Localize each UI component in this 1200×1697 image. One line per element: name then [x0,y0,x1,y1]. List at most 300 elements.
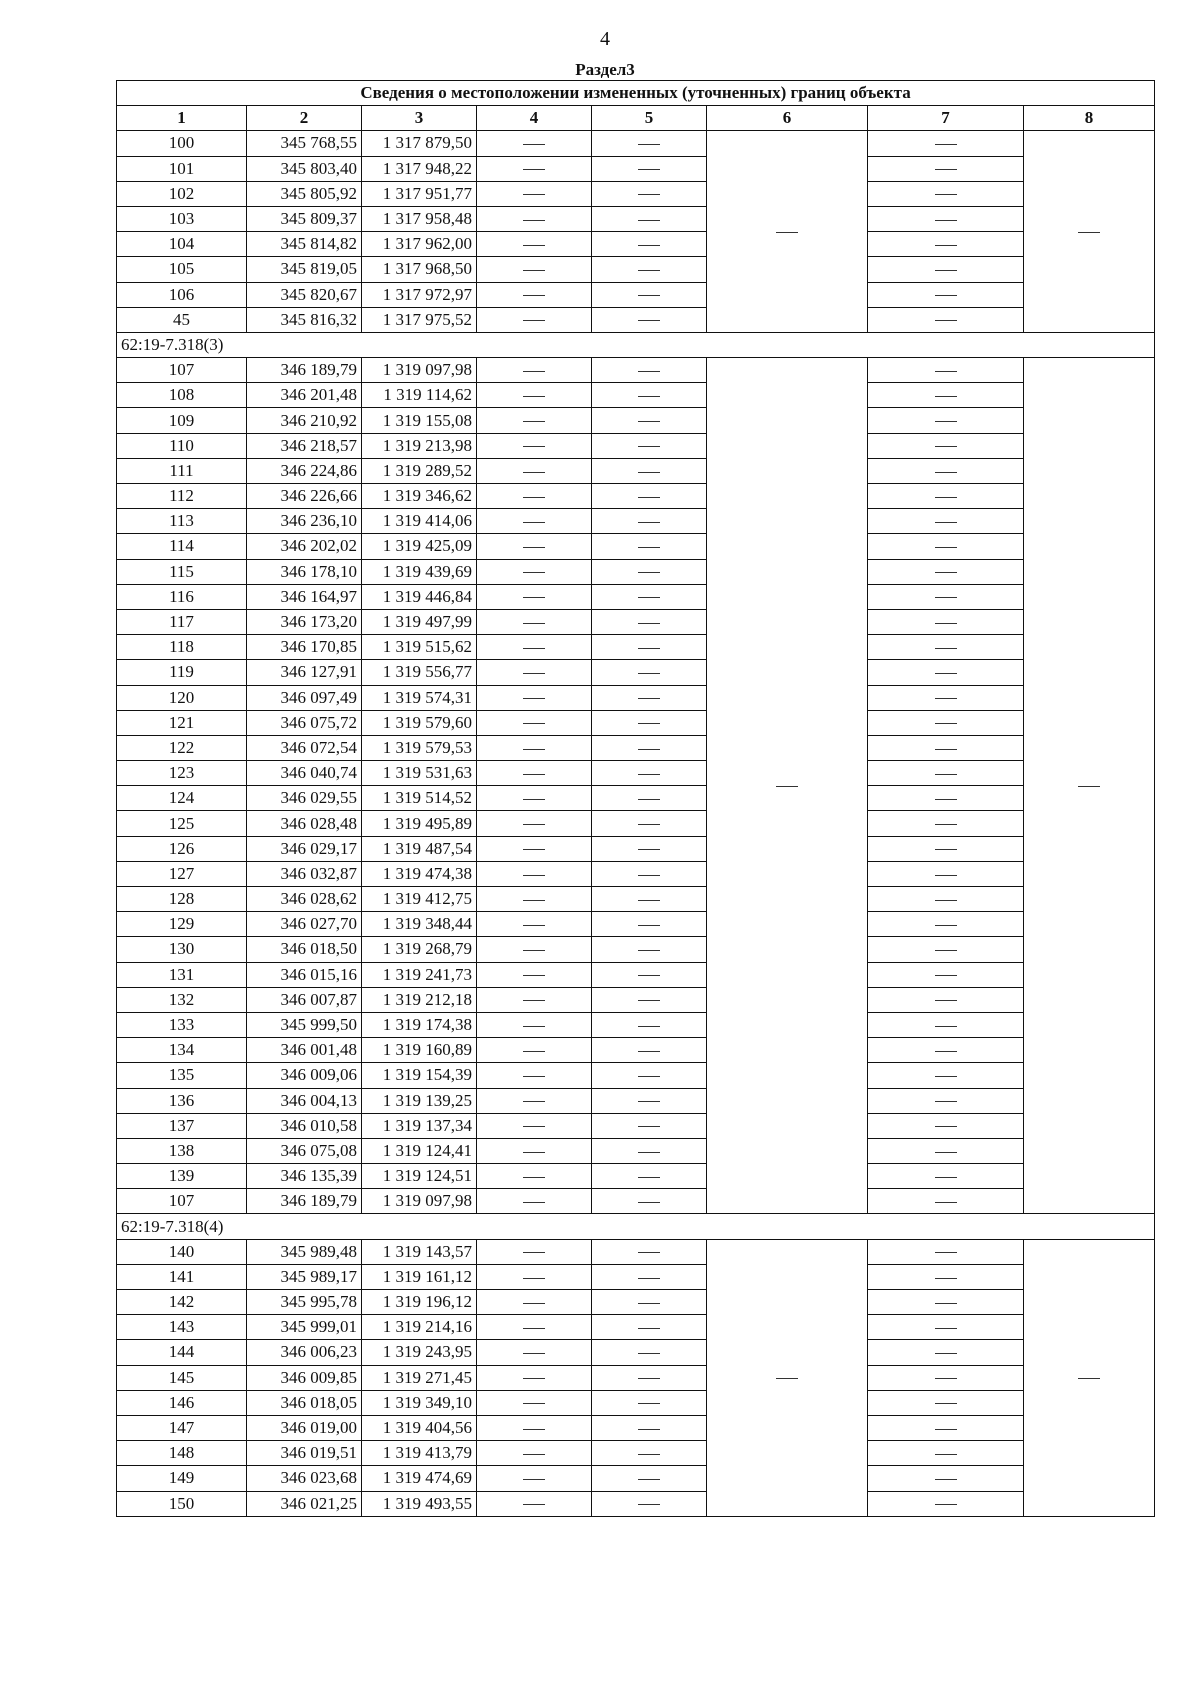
empty-value-dash [638,1076,660,1077]
empty-value-dash [638,1101,660,1102]
empty-value-dash [638,1454,660,1455]
empty-value-dash [935,1152,957,1153]
table-row [117,1415,1155,1440]
column-7-value [868,1390,1024,1415]
column-4-value [477,962,592,987]
table-row [117,458,1155,483]
column-5-value [592,1063,707,1088]
empty-value-dash [638,1126,660,1127]
empty-value-dash [935,1353,957,1354]
point-number: 148 [117,1441,247,1466]
group-label: 62:19-7.318(3) [117,332,1155,357]
table-row [117,1189,1155,1214]
empty-value-dash [523,1429,545,1430]
column-5-value [592,735,707,760]
table-row [117,912,1155,937]
empty-value-dash [935,900,957,901]
empty-value-dash [1078,232,1100,233]
coordinate-y: 1 319 174,38 [362,1012,477,1037]
coordinate-x: 346 201,48 [247,383,362,408]
point-number: 118 [117,635,247,660]
coordinate-x: 346 178,10 [247,559,362,584]
table-row [117,1012,1155,1037]
empty-value-dash [935,1252,957,1253]
point-number: 125 [117,811,247,836]
empty-value-dash [935,446,957,447]
empty-value-dash [523,799,545,800]
column-4-value [477,232,592,257]
point-number: 112 [117,484,247,509]
column-7-value [868,1189,1024,1214]
empty-value-dash [638,472,660,473]
empty-value-dash [523,472,545,473]
column-4-value [477,1038,592,1063]
table-row [117,1063,1155,1088]
empty-value-dash [935,547,957,548]
column-7-value [868,1315,1024,1340]
empty-value-dash [523,1177,545,1178]
column-4-value [477,811,592,836]
empty-value-dash [638,799,660,800]
empty-value-dash [638,497,660,498]
coordinate-x: 346 135,39 [247,1164,362,1189]
column-7-value [868,912,1024,937]
coordinate-x: 345 820,67 [247,282,362,307]
empty-value-dash [523,194,545,195]
column-4-value [477,1441,592,1466]
column-7-value [868,609,1024,634]
coordinate-y: 1 319 515,62 [362,635,477,660]
column-7-value [868,1164,1024,1189]
column-4-value [477,307,592,332]
point-number: 138 [117,1138,247,1163]
column-7-value [868,861,1024,886]
table-row [117,584,1155,609]
table-row [117,1491,1155,1516]
empty-value-dash [523,1303,545,1304]
table-row [117,836,1155,861]
column-5-value [592,861,707,886]
coordinate-x: 346 001,48 [247,1038,362,1063]
coordinate-x: 346 072,54 [247,735,362,760]
column-5-value [592,912,707,937]
coordinate-x: 346 019,00 [247,1415,362,1440]
column-4-value [477,484,592,509]
empty-value-dash [523,673,545,674]
coordinate-y: 1 319 154,39 [362,1063,477,1088]
table-row [117,962,1155,987]
point-number: 111 [117,458,247,483]
column-4-value [477,181,592,206]
empty-value-dash [638,245,660,246]
table-row [117,861,1155,886]
column-5-value [592,1315,707,1340]
column-5-value [592,257,707,282]
coordinate-x: 346 189,79 [247,1189,362,1214]
coordinate-x: 346 097,49 [247,685,362,710]
empty-value-dash [523,774,545,775]
column-5-value [592,1012,707,1037]
column-7-value [868,1466,1024,1491]
empty-value-dash [935,799,957,800]
coordinate-x: 346 202,02 [247,534,362,559]
coordinate-y: 1 319 446,84 [362,584,477,609]
empty-value-dash [638,975,660,976]
coordinate-x: 345 999,01 [247,1315,362,1340]
coordinate-x: 346 019,51 [247,1441,362,1466]
coordinate-x: 346 010,58 [247,1113,362,1138]
table-row [117,937,1155,962]
column-7-value [868,735,1024,760]
column-5-value [592,1164,707,1189]
empty-value-dash [523,1479,545,1480]
empty-value-dash [523,623,545,624]
coordinate-x: 346 015,16 [247,962,362,987]
coordinate-x: 346 040,74 [247,761,362,786]
empty-value-dash [523,597,545,598]
point-number: 129 [117,912,247,937]
table-row [117,1390,1155,1415]
coordinate-y: 1 319 241,73 [362,962,477,987]
column-7-value [868,1340,1024,1365]
column-7-value [868,1415,1024,1440]
column-4-value [477,761,592,786]
empty-value-dash [638,270,660,271]
empty-value-dash [935,144,957,145]
table-row [117,1088,1155,1113]
column-5-value [592,887,707,912]
point-number: 107 [117,358,247,383]
column-7-value [868,685,1024,710]
empty-value-dash [638,194,660,195]
coordinate-y: 1 319 114,62 [362,383,477,408]
point-number: 141 [117,1264,247,1289]
column-4-value [477,887,592,912]
column-4-value [477,735,592,760]
coordinate-y: 1 319 439,69 [362,559,477,584]
empty-value-dash [638,673,660,674]
empty-value-dash [935,572,957,573]
column-4-value [477,1340,592,1365]
table-row [117,761,1155,786]
empty-value-dash [935,1303,957,1304]
column-4-value [477,358,592,383]
point-number: 104 [117,232,247,257]
empty-value-dash [523,723,545,724]
table-row [117,735,1155,760]
empty-value-dash [523,950,545,951]
column-4-value [477,1491,592,1516]
empty-value-dash [523,1126,545,1127]
table-row [117,786,1155,811]
column-5-value [592,660,707,685]
coordinate-y: 1 319 271,45 [362,1365,477,1390]
coordinate-x: 345 803,40 [247,156,362,181]
coordinate-x: 346 009,06 [247,1063,362,1088]
coordinate-y: 1 317 972,97 [362,282,477,307]
column-4-value [477,1138,592,1163]
table-row [117,1466,1155,1491]
coordinate-y: 1 319 349,10 [362,1390,477,1415]
coordinate-y: 1 317 962,00 [362,232,477,257]
empty-value-dash [523,497,545,498]
column-7-value [868,1441,1024,1466]
empty-value-dash [638,900,660,901]
empty-value-dash [523,1101,545,1102]
empty-value-dash [638,723,660,724]
coordinate-x: 346 189,79 [247,358,362,383]
column-6-merged-value [707,1239,868,1516]
column-number: 6 [707,106,868,131]
empty-value-dash [523,1152,545,1153]
coordinate-y: 1 319 137,34 [362,1113,477,1138]
empty-value-dash [935,1076,957,1077]
coordinate-y: 1 319 289,52 [362,458,477,483]
table-row [117,534,1155,559]
coordinate-y: 1 319 196,12 [362,1290,477,1315]
column-7-value [868,710,1024,735]
empty-value-dash [935,1479,957,1480]
column-5-value [592,1365,707,1390]
column-4-value [477,1264,592,1289]
column-7-value [868,1063,1024,1088]
column-5-value [592,534,707,559]
column-7-value [868,987,1024,1012]
empty-value-dash [1078,1378,1100,1379]
empty-value-dash [523,824,545,825]
column-7-value [868,1088,1024,1113]
coordinate-x: 346 226,66 [247,484,362,509]
coordinate-y: 1 319 268,79 [362,937,477,962]
column-5-value [592,987,707,1012]
point-number: 143 [117,1315,247,1340]
column-5-value [592,1441,707,1466]
column-5-value [592,962,707,987]
column-7-value [868,1239,1024,1264]
column-4-value [477,131,592,156]
coordinate-y: 1 319 139,25 [362,1088,477,1113]
column-5-value [592,1088,707,1113]
empty-value-dash [935,1403,957,1404]
empty-value-dash [638,446,660,447]
table-row [117,1138,1155,1163]
column-number: 1 [117,106,247,131]
empty-value-dash [935,698,957,699]
empty-value-dash [523,1454,545,1455]
table-row [117,887,1155,912]
empty-value-dash [523,1076,545,1077]
point-number: 102 [117,181,247,206]
column-5-value [592,811,707,836]
point-number: 126 [117,836,247,861]
coordinate-x: 346 007,87 [247,987,362,1012]
column-7-value [868,1038,1024,1063]
empty-value-dash [523,749,545,750]
table-row [117,660,1155,685]
table-row [117,1365,1155,1390]
column-5-value [592,1340,707,1365]
section-title: Раздел3 [575,60,635,79]
column-number: 8 [1024,106,1155,131]
point-number: 144 [117,1340,247,1365]
column-5-value [592,282,707,307]
column-5-value [592,761,707,786]
column-5-value [592,181,707,206]
column-4-value [477,635,592,660]
empty-value-dash [935,1051,957,1052]
empty-value-dash [523,446,545,447]
empty-value-dash [935,1278,957,1279]
column-4-value [477,206,592,231]
column-5-value [592,1491,707,1516]
column-4-value [477,937,592,962]
empty-value-dash [638,371,660,372]
empty-value-dash [523,371,545,372]
table-caption: Сведения о местоположении измененных (уточненных) границ объекта [117,81,1155,106]
column-4-value [477,509,592,534]
coordinate-y: 1 319 213,98 [362,433,477,458]
coordinate-x: 346 027,70 [247,912,362,937]
coordinate-y: 1 319 556,77 [362,660,477,685]
column-5-value [592,206,707,231]
column-7-value [868,937,1024,962]
empty-value-dash [638,522,660,523]
empty-value-dash [935,648,957,649]
column-8-merged-value [1024,131,1155,333]
column-7-value [868,232,1024,257]
column-number: 3 [362,106,477,131]
coordinate-x: 346 023,68 [247,1466,362,1491]
coordinate-x: 345 814,82 [247,232,362,257]
point-number: 132 [117,987,247,1012]
column-7-value [868,458,1024,483]
column-4-value [477,458,592,483]
coordinate-y: 1 319 348,44 [362,912,477,937]
column-4-value [477,1239,592,1264]
coordinate-x: 346 018,05 [247,1390,362,1415]
column-5-value [592,1138,707,1163]
table-row [117,408,1155,433]
empty-value-dash [638,1051,660,1052]
column-4-value [477,282,592,307]
empty-value-dash [638,320,660,321]
coordinate-y: 1 317 975,52 [362,307,477,332]
table-row [117,307,1155,332]
point-number: 139 [117,1164,247,1189]
coordinate-x: 346 021,25 [247,1491,362,1516]
table-row [117,282,1155,307]
empty-value-dash [638,1353,660,1354]
empty-value-dash [935,925,957,926]
coordinate-y: 1 319 155,08 [362,408,477,433]
column-number: 2 [247,106,362,131]
empty-value-dash [1078,786,1100,787]
column-6-merged-value [707,131,868,333]
coordinate-x: 346 210,92 [247,408,362,433]
column-7-value [868,509,1024,534]
empty-value-dash [523,875,545,876]
empty-value-dash [638,1328,660,1329]
group-header-row [117,332,1155,357]
empty-value-dash [523,245,545,246]
column-number: 7 [868,106,1024,131]
empty-value-dash [935,320,957,321]
column-5-value [592,1290,707,1315]
column-5-value [592,1189,707,1214]
group-label: 62:19-7.318(4) [117,1214,1155,1239]
empty-value-dash [523,1504,545,1505]
point-number: 137 [117,1113,247,1138]
empty-value-dash [523,270,545,271]
empty-value-dash [638,421,660,422]
column-4-value [477,1012,592,1037]
empty-value-dash [935,875,957,876]
coordinate-y: 1 319 474,69 [362,1466,477,1491]
empty-value-dash [523,169,545,170]
column-7-value [868,156,1024,181]
coordinate-y: 1 319 514,52 [362,786,477,811]
column-8-merged-value [1024,358,1155,1214]
table-row [117,1038,1155,1063]
empty-value-dash [523,1403,545,1404]
point-number: 135 [117,1063,247,1088]
coordinate-y: 1 319 414,06 [362,509,477,534]
column-4-value [477,861,592,886]
table-row [117,1340,1155,1365]
column-5-value [592,1415,707,1440]
point-number: 116 [117,584,247,609]
empty-value-dash [638,1303,660,1304]
empty-value-dash [935,371,957,372]
empty-value-dash [776,1378,798,1379]
empty-value-dash [935,824,957,825]
empty-value-dash [935,497,957,498]
column-8-merged-value [1024,1239,1155,1516]
empty-value-dash [638,1278,660,1279]
point-number: 114 [117,534,247,559]
column-7-value [868,836,1024,861]
column-4-value [477,433,592,458]
point-number: 109 [117,408,247,433]
empty-value-dash [935,1177,957,1178]
coordinate-y: 1 319 097,98 [362,358,477,383]
table-row [117,1264,1155,1289]
table-row [117,433,1155,458]
table-row [117,1290,1155,1315]
coordinate-x: 346 224,86 [247,458,362,483]
empty-value-dash [935,975,957,976]
table-row [117,1113,1155,1138]
column-number: 4 [477,106,592,131]
empty-value-dash [523,547,545,548]
column-7-value [868,635,1024,660]
column-7-value [868,408,1024,433]
coordinate-y: 1 317 948,22 [362,156,477,181]
coordinate-y: 1 319 212,18 [362,987,477,1012]
empty-value-dash [935,421,957,422]
column-4-value [477,609,592,634]
coordinate-y: 1 317 951,77 [362,181,477,206]
column-4-value [477,1290,592,1315]
column-4-value [477,257,592,282]
coordinate-x: 346 009,85 [247,1365,362,1390]
empty-value-dash [935,396,957,397]
empty-value-dash [935,472,957,473]
point-number: 123 [117,761,247,786]
point-number: 107 [117,1189,247,1214]
coordinate-y: 1 319 143,57 [362,1239,477,1264]
column-4-value [477,912,592,937]
